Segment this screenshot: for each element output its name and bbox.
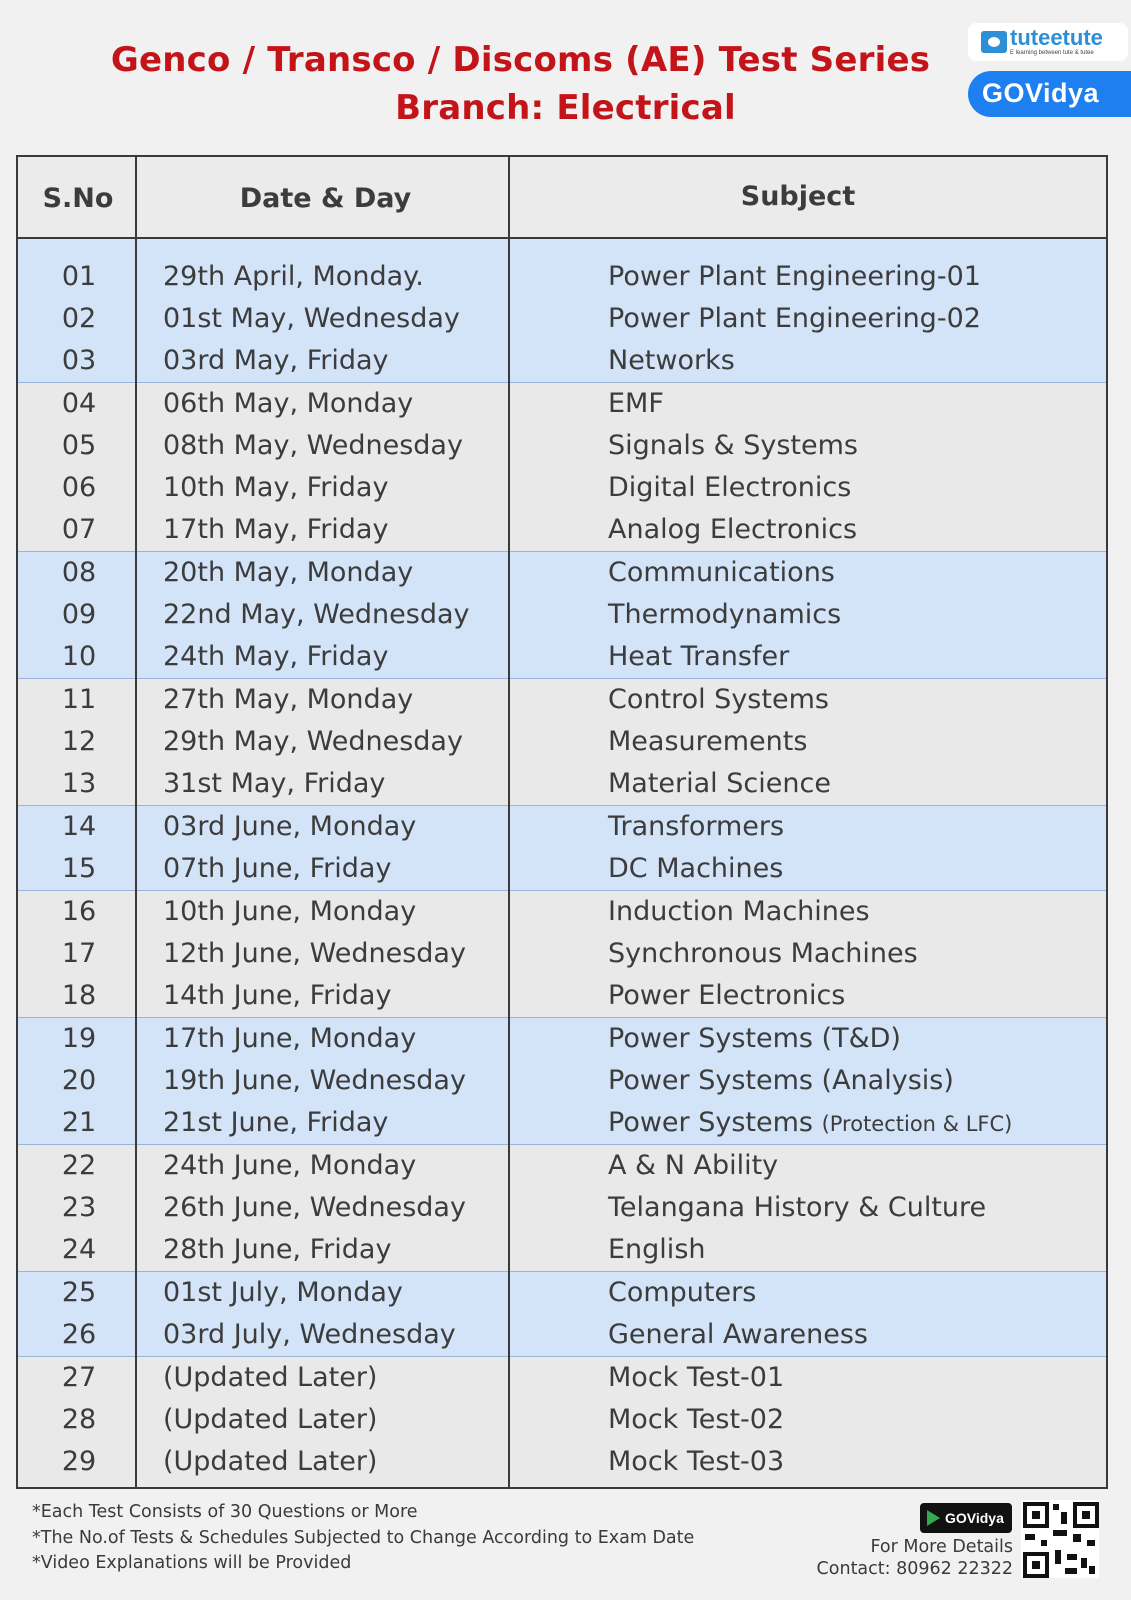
qr-dot [1053, 1530, 1067, 1536]
table-row [18, 467, 1106, 509]
table-row [18, 679, 1106, 721]
row-date: 12th June, Wednesday [163, 938, 466, 969]
row-subject [608, 848, 783, 890]
table-row [18, 1229, 1106, 1271]
note-line: *The No.of Tests & Schedules Subjected to Change According to Exam Date [32, 1527, 695, 1548]
row-subject-text: General Awareness [608, 1319, 868, 1350]
tuteetute-logo [968, 23, 1128, 61]
row-subject [608, 425, 858, 467]
row-subject [608, 298, 981, 340]
table-row [18, 806, 1106, 848]
row-date: 14th June, Friday [163, 980, 392, 1011]
row-subject [608, 467, 851, 509]
row-subject-text: Power Systems (T&D) [608, 1023, 901, 1054]
row-date: 07th June, Friday [163, 853, 392, 884]
row-sno: 14 [61, 811, 97, 842]
table-row [18, 1399, 1106, 1441]
qr-dot [1073, 1534, 1081, 1542]
row-date: 24th May, Friday [163, 641, 389, 672]
row-date: 17th June, Monday [163, 1023, 417, 1054]
contact-number: Contact: 80962 22322 [816, 1559, 1013, 1579]
row-sno: 01 [61, 261, 97, 292]
row-sno: 11 [61, 684, 97, 715]
qr-dot [1089, 1566, 1095, 1574]
row-date: 08th May, Wednesday [163, 430, 463, 461]
row-date: (Updated Later) [163, 1446, 378, 1477]
table-row [18, 509, 1106, 551]
row-date: 29th May, Wednesday [163, 726, 463, 757]
row-date: 22nd May, Wednesday [163, 599, 470, 630]
table-row [18, 298, 1106, 340]
row-date: 17th May, Friday [163, 514, 389, 545]
row-group [18, 239, 1106, 383]
row-sno: 24 [61, 1234, 97, 1265]
row-subject [608, 1229, 706, 1271]
page-title [0, 36, 1131, 132]
row-sno: 07 [61, 514, 97, 545]
row-group [18, 1272, 1106, 1357]
column-divider [508, 157, 510, 1487]
row-subject-text: A & N Ability [608, 1150, 779, 1181]
row-sno: 06 [61, 472, 97, 503]
row-date: 31st May, Friday [163, 768, 386, 799]
header-sno: S.No [42, 183, 114, 214]
tuteetute-tagline: E learning between tute & tutee [1010, 50, 1094, 56]
row-subject [608, 383, 664, 425]
table-row [18, 1314, 1106, 1356]
header-date: Date & Day [239, 183, 412, 214]
row-subject-text: Power Plant Engineering-01 [608, 261, 981, 292]
row-sno: 22 [61, 1150, 97, 1181]
row-sno: 19 [61, 1023, 97, 1054]
row-subject-text: Power Systems (Analysis) [608, 1065, 954, 1096]
row-date: (Updated Later) [163, 1404, 378, 1435]
qr-dot [1087, 1540, 1095, 1546]
row-subject [608, 679, 829, 721]
row-date: 28th June, Friday [163, 1234, 392, 1265]
qr-finder [1023, 1552, 1049, 1578]
qr-dot [1081, 1558, 1087, 1568]
row-subject-text: Communications [608, 557, 835, 588]
row-subject-text: Telangana History & Culture [608, 1192, 987, 1223]
qr-dot [1067, 1554, 1077, 1560]
table-row [18, 1441, 1106, 1483]
row-sno: 15 [61, 853, 97, 884]
qr-dot [1053, 1504, 1059, 1510]
row-sno: 09 [61, 599, 97, 630]
title-line-2: Branch: Electrical [395, 88, 736, 128]
row-subject [608, 256, 981, 298]
row-subject [608, 1187, 986, 1229]
row-group [18, 383, 1106, 552]
note-line: *Each Test Consists of 30 Questions or More [32, 1502, 418, 1522]
row-sno: 04 [61, 388, 97, 419]
table-row [18, 975, 1106, 1017]
row-sno: 25 [61, 1277, 97, 1308]
row-subject-text: Digital Electronics [608, 472, 852, 503]
row-date: 06th May, Monday [163, 388, 414, 419]
table-row [18, 1187, 1106, 1229]
table-header [18, 157, 1106, 239]
row-sno: 13 [61, 768, 97, 799]
table-row [18, 933, 1106, 975]
play-store-badge[interactable] [920, 1503, 1012, 1533]
header-subject: Subject [740, 181, 856, 212]
table-row [18, 636, 1106, 678]
row-sno: 18 [61, 980, 97, 1011]
qr-dot [1041, 1540, 1047, 1546]
table-row [18, 383, 1106, 425]
tuteetute-mark-icon [981, 31, 1007, 53]
tuteetute-wordmark: tuteetute [1010, 25, 1103, 50]
row-sno: 21 [61, 1107, 97, 1138]
play-store-icon [927, 1510, 940, 1526]
row-sno: 12 [61, 726, 97, 757]
row-subject [608, 1272, 756, 1314]
table-row [18, 1018, 1106, 1060]
row-date: 24th June, Monday [163, 1150, 417, 1181]
table-row [18, 1272, 1106, 1314]
govidya-wordmark: GOVidya [982, 78, 1100, 108]
row-date: 01st May, Wednesday [163, 303, 460, 334]
row-sno: 27 [61, 1362, 97, 1393]
contact-info [817, 1536, 1013, 1580]
row-subject [608, 340, 735, 382]
row-subject [608, 1357, 784, 1399]
row-subject-text: Mock Test-03 [608, 1446, 785, 1477]
row-subject-text: EMF [608, 388, 664, 419]
row-subject [608, 933, 918, 975]
row-sno: 29 [61, 1446, 97, 1477]
row-subject [608, 594, 841, 636]
row-subject [608, 509, 857, 551]
table-row [18, 1145, 1106, 1187]
row-date: 10th May, Friday [163, 472, 389, 503]
row-subject [608, 552, 835, 594]
table-row [18, 1357, 1106, 1399]
row-subject-text: Control Systems [608, 684, 829, 715]
row-group [18, 1145, 1106, 1272]
title-line-1: Genco / Transco / Discoms (AE) Test Series [110, 40, 931, 80]
row-subject-text: Analog Electronics [608, 514, 858, 545]
row-subject-text: Power Electronics [608, 980, 846, 1011]
row-group [18, 806, 1106, 891]
qr-dot [1025, 1534, 1035, 1540]
row-sno: 20 [61, 1065, 97, 1096]
footer-notes [32, 1500, 694, 1577]
row-sno: 03 [61, 345, 97, 376]
table-row [18, 425, 1106, 467]
row-subject-text: Power Plant Engineering-02 [608, 303, 981, 334]
table-row [18, 721, 1106, 763]
row-subject [608, 721, 807, 763]
table-row [18, 763, 1106, 805]
row-group [18, 891, 1106, 1018]
row-subject-text: Mock Test-01 [608, 1362, 785, 1393]
row-sno: 28 [61, 1404, 97, 1435]
row-date: 21st June, Friday [163, 1107, 389, 1138]
row-date: 03rd May, Friday [163, 345, 389, 376]
row-subject-text: Induction Machines [608, 896, 870, 927]
table-row [18, 552, 1106, 594]
row-date: 01st July, Monday [163, 1277, 403, 1308]
row-subject-text: Thermodynamics [608, 599, 842, 630]
row-subject-detail: (Protection & LFC) [821, 1112, 1013, 1136]
note-line: *Video Explanations will be Provided [32, 1553, 352, 1573]
row-subject [608, 1399, 784, 1441]
row-group [18, 1357, 1106, 1483]
row-sno: 08 [61, 557, 97, 588]
row-subject [608, 1060, 954, 1102]
row-subject [608, 636, 789, 678]
row-sno: 23 [61, 1192, 97, 1223]
more-details-text: For More Details [870, 1537, 1013, 1557]
row-subject [608, 1145, 778, 1187]
row-sno: 05 [61, 430, 97, 461]
row-group [18, 552, 1106, 679]
row-sno: 17 [61, 938, 97, 969]
row-subject [608, 1102, 1012, 1145]
row-sno: 02 [61, 303, 97, 334]
row-sno: 16 [61, 896, 97, 927]
row-subject-text: English [608, 1234, 706, 1265]
row-date: 03rd June, Monday [163, 811, 417, 842]
row-group [18, 1018, 1106, 1145]
row-date: 03rd July, Wednesday [163, 1319, 456, 1350]
table-row [18, 848, 1106, 890]
row-subject-text: Networks [608, 345, 735, 376]
row-date: 29th April, Monday. [163, 261, 424, 292]
row-subject [608, 1441, 784, 1483]
table-row [18, 256, 1106, 298]
row-group [18, 679, 1106, 806]
row-subject [608, 763, 831, 805]
schedule-table [16, 155, 1108, 1489]
table-row [18, 891, 1106, 933]
row-subject [608, 975, 845, 1017]
row-sno: 10 [61, 641, 97, 672]
row-subject-text: Synchronous Machines [608, 938, 918, 969]
table-body [18, 239, 1106, 1483]
row-subject [608, 891, 870, 933]
row-subject-text: Computers [608, 1277, 757, 1308]
row-subject-text: DC Machines [608, 853, 784, 884]
table-row [18, 1102, 1106, 1144]
qr-finder [1073, 1502, 1099, 1528]
qr-dot [1065, 1568, 1077, 1574]
row-subject [608, 1314, 868, 1356]
row-subject-text: Mock Test-02 [608, 1404, 785, 1435]
table-row [18, 1060, 1106, 1102]
row-subject-text: Signals & Systems [608, 430, 858, 461]
row-subject-text: Material Science [608, 768, 831, 799]
table-row [18, 594, 1106, 636]
row-subject [608, 1018, 901, 1060]
row-sno: 26 [61, 1319, 97, 1350]
govidya-logo [968, 71, 1131, 117]
row-date: 27th May, Monday [163, 684, 414, 715]
row-date: 20th May, Monday [163, 557, 414, 588]
table-row [18, 340, 1106, 382]
row-date: 10th June, Monday [163, 896, 417, 927]
row-subject-text: Transformers [608, 811, 785, 842]
qr-finder [1023, 1502, 1049, 1528]
store-badge-label: GOVidya [945, 1510, 1004, 1526]
column-divider [135, 157, 137, 1487]
row-date: (Updated Later) [163, 1362, 378, 1393]
row-subject-text: Power Systems [608, 1107, 813, 1138]
qr-dot [1061, 1512, 1067, 1524]
row-date: 19th June, Wednesday [163, 1065, 466, 1096]
row-subject [608, 806, 784, 848]
row-date: 26th June, Wednesday [163, 1192, 466, 1223]
qr-dot [1055, 1550, 1061, 1564]
row-subject-text: Measurements [608, 726, 808, 757]
row-subject-text: Heat Transfer [608, 641, 790, 672]
qr-code-icon[interactable] [1021, 1500, 1099, 1578]
